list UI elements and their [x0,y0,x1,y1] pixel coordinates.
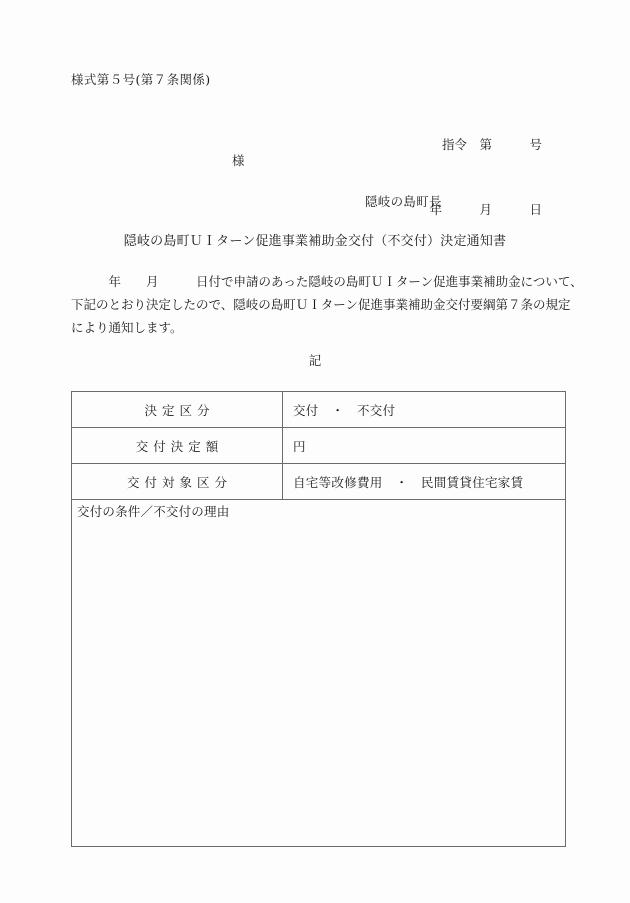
table-row [72,428,566,464]
document-title: 隠岐の島町ＵＩターン促進事業補助金交付（不交付）決定通知書 [123,234,507,249]
table-row [72,464,566,500]
ki-marker: 記 [308,353,322,368]
form-number: 様式第５号(第７条関係) [71,72,211,87]
row-label-decided-amount: 交付決定額 [72,428,283,464]
body-line-1: 年 月 日付で申請のあった隠岐の島町ＵＩターン促進事業補助金について、 [71,274,583,289]
row-label-decision-category: 決定区分 [72,392,283,428]
date-line: 年 月 日 [429,202,542,218]
reason-box[interactable] [71,497,566,847]
addressee-honorific: 様 [232,153,245,168]
decision-table [71,391,566,500]
row-label-subsidy-target: 交付対象区分 [72,464,283,500]
row-value-decision-category[interactable]: 交付 ・ 不交付 [283,392,566,428]
reason-box-label: 交付の条件／不交付の理由 [77,504,230,519]
table-row [72,392,566,428]
body-paragraph [71,271,583,339]
directive-number-line: 指令 第 号 [441,136,542,152]
issuer-name: 隠岐の島町長 [365,194,442,209]
row-value-decided-amount[interactable]: 円 [283,428,566,464]
row-value-subsidy-target[interactable]: 自宅等改修費用 ・ 民間賃貸住宅家賃 [283,464,566,500]
body-line-3: により通知します。 [71,319,183,335]
body-line-2: 下記のとおり決定したので、隠岐の島町ＵＩターン促進事業補助金交付要綱第７条の規定 [71,296,571,312]
